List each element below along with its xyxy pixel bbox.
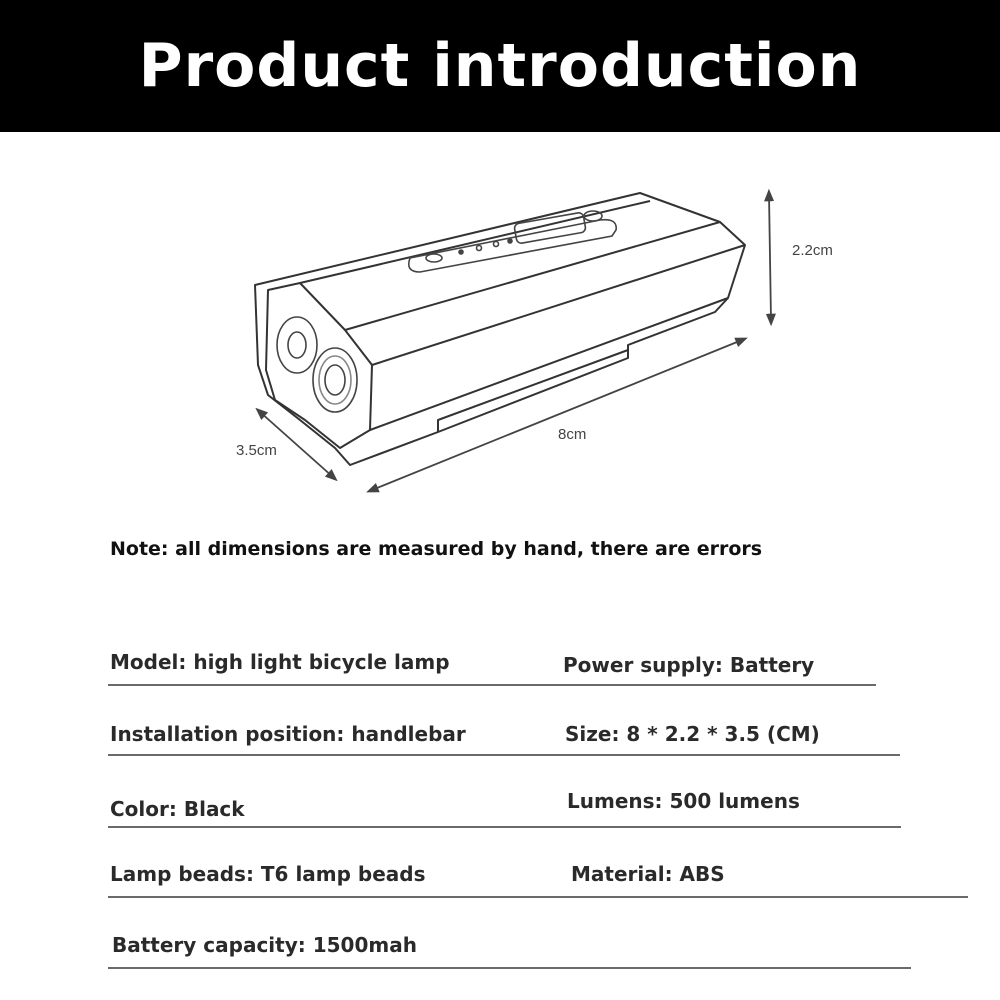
spec-lamp-beads: Lamp beads: T6 lamp beads <box>110 862 426 886</box>
spec-lumens: Lumens: 500 lumens <box>567 789 800 813</box>
spec-model: Model: high light bicycle lamp <box>110 650 450 674</box>
bicycle-lamp-drawing <box>0 132 1000 512</box>
length-dimension-label: 8cm <box>558 426 587 443</box>
spec-divider <box>108 826 901 828</box>
spec-material: Material: ABS <box>571 862 725 886</box>
width-dimension-label: 3.5cm <box>236 442 277 459</box>
product-dimension-diagram <box>0 132 1000 512</box>
spec-divider <box>108 967 911 969</box>
spec-battery-capacity: Battery capacity: 1500mah <box>112 933 417 957</box>
title-banner <box>0 0 1000 132</box>
spec-divider <box>108 754 900 756</box>
spec-color: Color: Black <box>110 797 245 821</box>
spec-size: Size: 8 * 2.2 * 3.5 (CM) <box>565 722 820 746</box>
spec-divider <box>108 896 968 898</box>
lamp-body-outline <box>255 193 745 465</box>
spec-power-supply: Power supply: Battery <box>563 653 815 677</box>
spec-installation-position: Installation position: handlebar <box>110 722 466 746</box>
page-title: Product introduction <box>138 31 862 101</box>
height-dimension-label: 2.2cm <box>792 242 833 259</box>
measurement-note: Note: all dimensions are measured by hand, there are errors <box>110 538 763 560</box>
spec-divider <box>108 684 876 686</box>
